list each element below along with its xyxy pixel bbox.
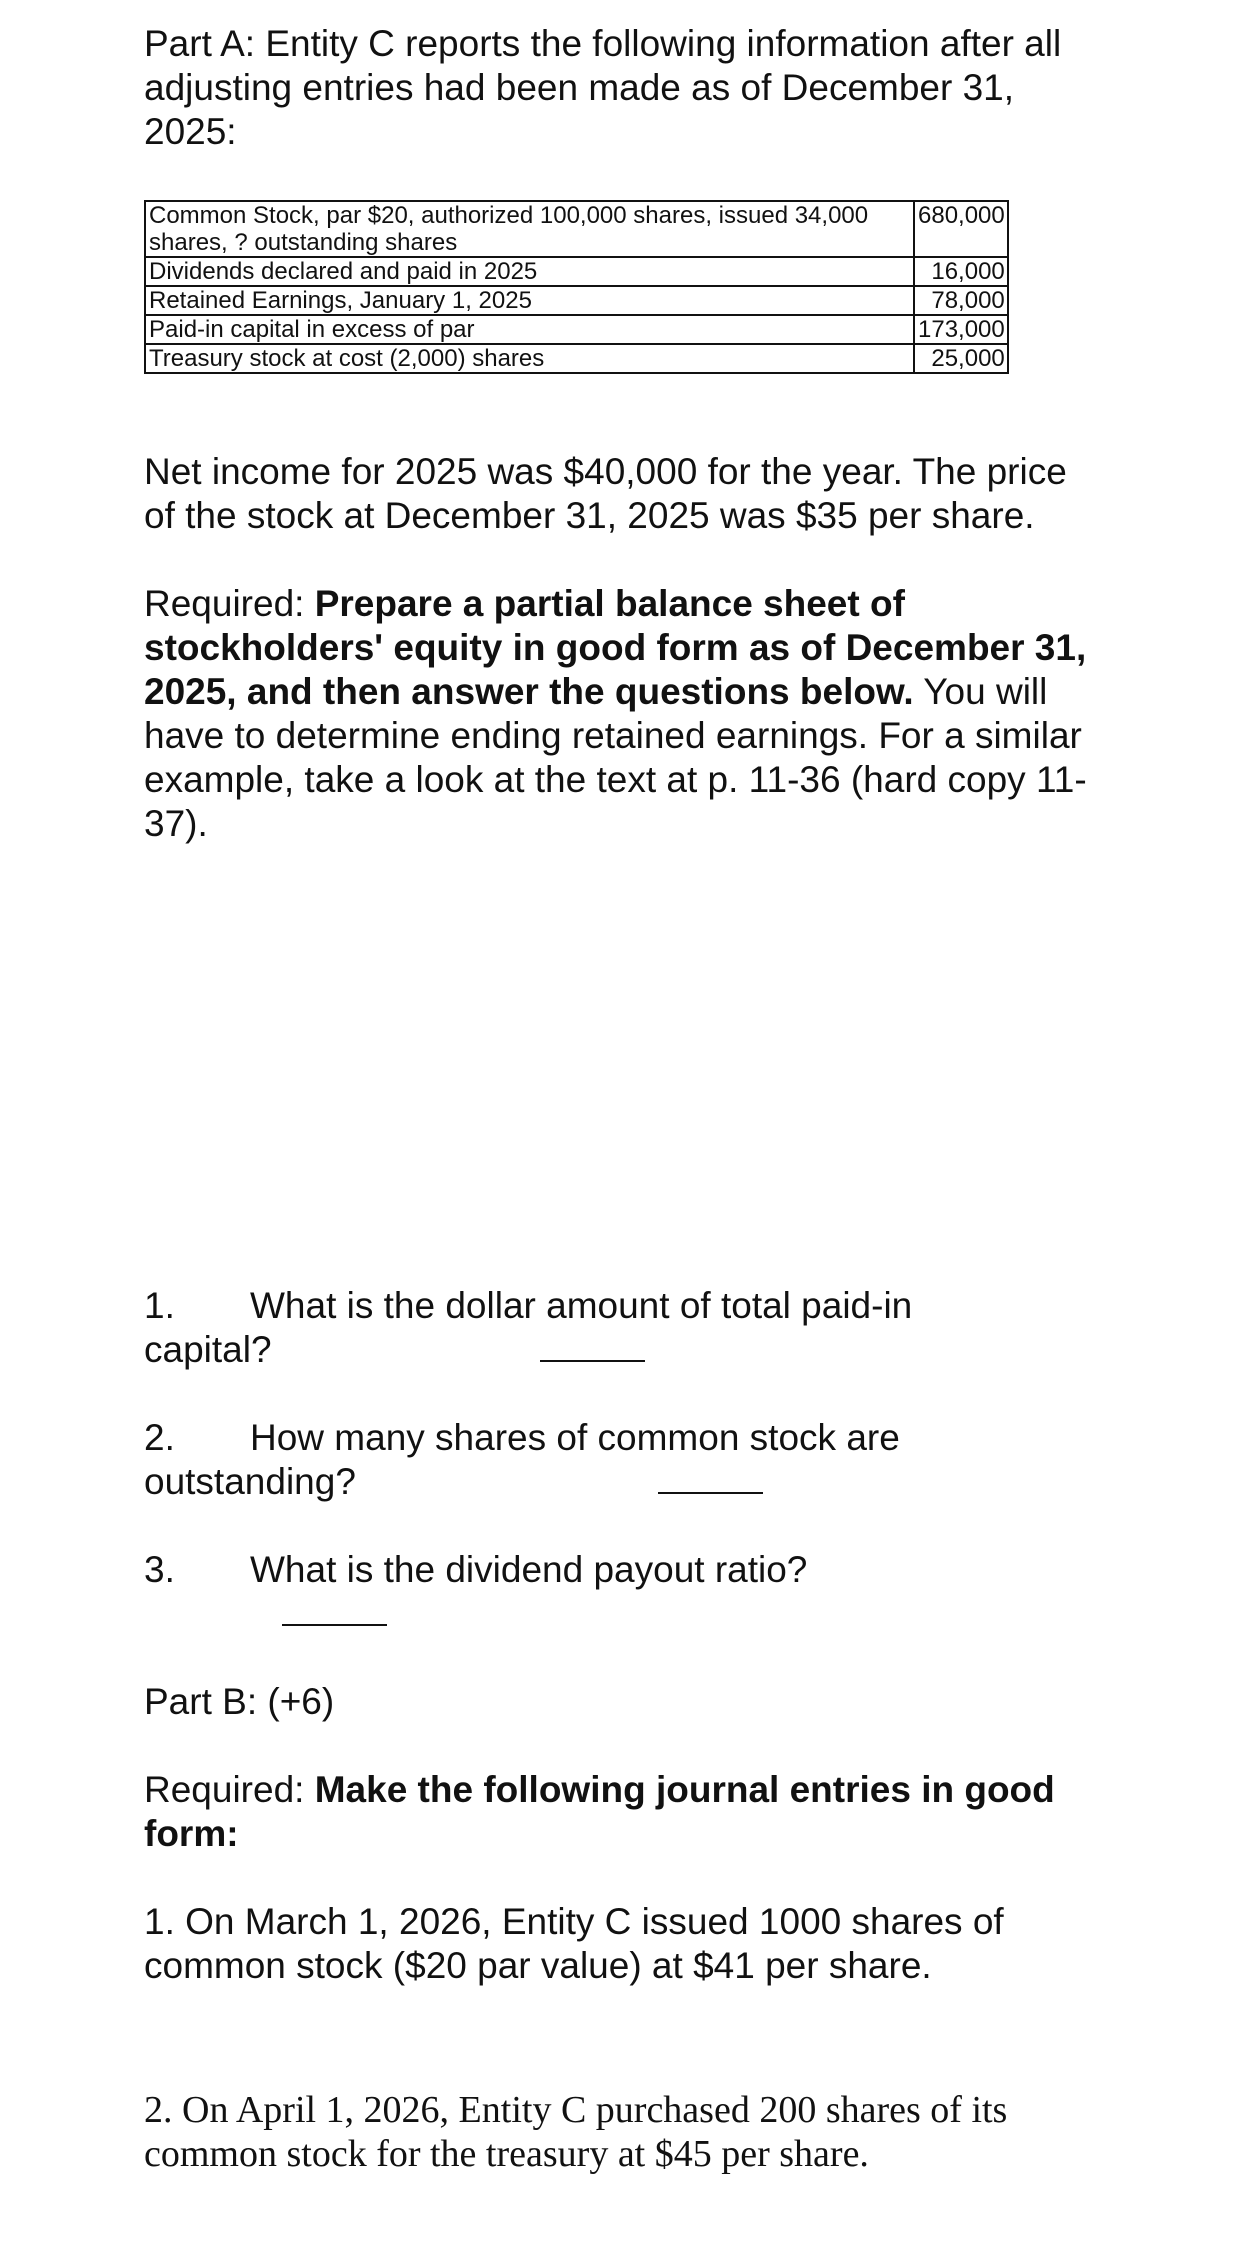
required-prefix: Required: — [144, 583, 315, 624]
journal-entry-2: 2. On April 1, 2026, Entity C purchased 200 shares of its common stock for the treasury at $45 per share. — [144, 2089, 1008, 2175]
table-row — [145, 257, 1008, 286]
part-b-required — [144, 1768, 1124, 1856]
question-number: 1. — [144, 1285, 175, 1326]
answer-blank[interactable] — [658, 1464, 763, 1494]
question-3 — [144, 1548, 1124, 1636]
required-prefix: Required: — [144, 1769, 315, 1810]
question-text-cont: outstanding? — [144, 1461, 356, 1502]
table-cell-amount: 25,000 — [914, 344, 1008, 373]
question-text-cont: capital? — [144, 1329, 272, 1370]
table-row — [145, 315, 1008, 344]
required-bold-text: Make the following journal entries in good form: — [144, 1769, 1055, 1854]
part-a-required — [144, 582, 1124, 846]
table-row — [145, 344, 1008, 373]
table-cell-label: Paid-in capital in excess of par — [145, 315, 914, 344]
table-cell-amount: 173,000 — [914, 315, 1008, 344]
required-rest-text: You will have to determine ending retained earnings. For a similar example, take a look at the text at p. 11-36 (hard copy 11-37). — [144, 671, 1087, 844]
table-cell-label: Retained Earnings, January 1, 2025 — [145, 286, 914, 315]
table-cell-amount: 78,000 — [914, 286, 1008, 315]
table-cell-label: Treasury stock at cost (2,000) shares — [145, 344, 914, 373]
part-b-title: Part B: (+6) — [144, 1681, 335, 1722]
table-row — [145, 286, 1008, 315]
question-text: How many shares of common stock are — [250, 1417, 900, 1458]
question-2 — [144, 1416, 1124, 1504]
question-text: What is the dividend payout ratio? — [250, 1549, 808, 1590]
part-a-intro: Part A: Entity C reports the following information after all adjusting entries had been made as of December 31, 2025: — [144, 23, 1062, 152]
question-text: What is the dollar amount of total paid-in — [250, 1285, 913, 1326]
info-table — [144, 200, 1009, 374]
table-cell-amount: 16,000 — [914, 257, 1008, 286]
question-number: 2. — [144, 1417, 175, 1458]
table-cell-label: Common Stock, par $20, authorized 100,000 shares, issued 34,000 shares, ? outstanding shares — [145, 201, 914, 257]
required-bold-text: Prepare a partial balance sheet of stockholders' equity in good form as of December 31, 2025, and then answer the questions below. — [144, 583, 1087, 712]
question-1 — [144, 1284, 1124, 1372]
net-income-text: Net income for 2025 was $40,000 for the year. The price of the stock at December 31, 2025 was $35 per share. — [144, 451, 1067, 536]
journal-entry-1: 1. On March 1, 2026, Entity C issued 1000 shares of common stock ($20 par value) at $41 per share. — [144, 1901, 1004, 1986]
table-cell-amount: 680,000 — [914, 201, 1008, 257]
table-cell-label: Dividends declared and paid in 2025 — [145, 257, 914, 286]
answer-blank[interactable] — [540, 1332, 645, 1362]
answer-blank[interactable] — [282, 1596, 387, 1626]
question-number: 3. — [144, 1549, 175, 1590]
table-row — [145, 201, 1008, 257]
